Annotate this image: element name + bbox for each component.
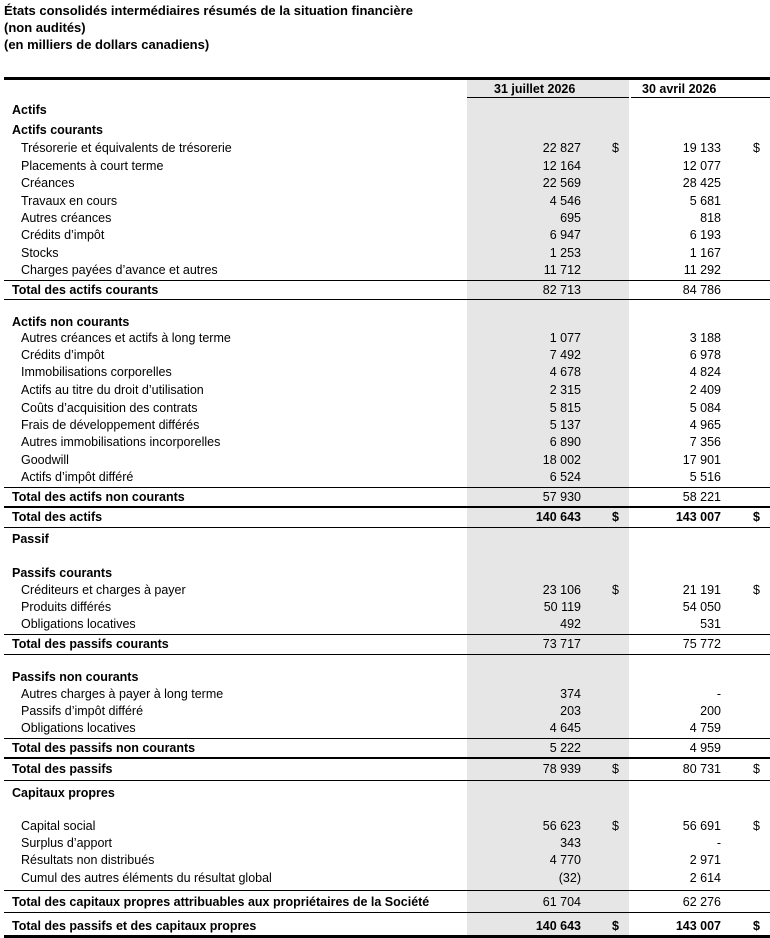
table-rule — [4, 506, 770, 508]
value-prior: 4 824 — [689, 365, 721, 379]
value-current: 4 678 — [549, 365, 581, 379]
total-row — [4, 636, 770, 653]
table-rule — [4, 280, 770, 281]
column-header-current: 31 juillet 2026 — [494, 82, 576, 96]
row-label: Passifs courants — [12, 566, 113, 580]
statement-title: États consolidés intermédiaires résumés de la situation financière — [4, 3, 413, 18]
value-current: 6 890 — [549, 435, 581, 449]
row-label: Goodwill — [21, 453, 69, 467]
value-prior: 143 007 — [675, 510, 721, 524]
value-current: 140 643 — [535, 510, 581, 524]
table-rule — [4, 654, 770, 655]
value-current: 11 712 — [543, 263, 581, 277]
value-current: 374 — [560, 687, 581, 701]
row-label: Autres immobilisations incorporelles — [21, 435, 221, 449]
row-label: Placements à court terme — [21, 159, 164, 173]
value-prior: - — [716, 687, 721, 701]
value-prior: 12 077 — [682, 159, 721, 173]
line-item-row — [4, 870, 770, 887]
total-row — [4, 509, 770, 526]
currency-prior: $ — [753, 762, 760, 776]
value-prior: 5 681 — [689, 194, 721, 208]
currency-current: $ — [612, 919, 619, 933]
line-item-row — [4, 582, 770, 599]
value-current: 61 704 — [542, 895, 581, 909]
table-rule — [4, 757, 770, 759]
row-label: Résultats non distribués — [21, 853, 155, 867]
value-prior: 1 167 — [689, 246, 721, 260]
value-prior: 80 731 — [682, 762, 721, 776]
column-header-rule-prior — [631, 97, 770, 98]
value-prior: 58 221 — [682, 490, 721, 504]
value-prior: 2 614 — [689, 871, 721, 885]
value-current: 5 137 — [549, 418, 581, 432]
value-prior: 6 978 — [689, 348, 721, 362]
value-current: 1 077 — [549, 331, 581, 345]
row-label: Frais de développement différés — [21, 418, 200, 432]
value-prior: 5 084 — [689, 401, 721, 415]
value-current: 343 — [560, 836, 581, 850]
value-current: 57 930 — [542, 490, 581, 504]
value-current: 492 — [560, 617, 581, 631]
row-label: Passifs d’impôt différé — [21, 704, 144, 718]
statement-header — [4, 2, 413, 53]
section-heading-row — [4, 531, 770, 548]
row-label: Crédits d’impôt — [21, 348, 105, 362]
statement-subtitle-units: (en milliers de dollars canadiens) — [4, 37, 210, 52]
value-prior: 17 901 — [682, 453, 721, 467]
value-prior: 21 191 — [682, 583, 721, 597]
section-heading-row — [4, 669, 770, 686]
table-rule — [4, 738, 770, 739]
line-item-row — [4, 210, 770, 227]
row-label: Total des passifs courants — [12, 637, 169, 651]
line-item-row — [4, 469, 770, 486]
statement-subtitle-audit: (non audités) — [4, 20, 86, 35]
row-label: Cumul des autres éléments du résultat global — [21, 871, 272, 885]
currency-prior: $ — [753, 141, 760, 155]
value-prior: 2 409 — [689, 383, 721, 397]
row-label: Obligations locatives — [21, 721, 136, 735]
currency-prior: $ — [753, 510, 760, 524]
row-label: Actifs d’impôt différé — [21, 470, 134, 484]
section-heading-row — [4, 102, 770, 119]
line-item-row — [4, 400, 770, 417]
total-row — [4, 918, 770, 935]
row-label: Total des actifs courants — [12, 283, 159, 297]
column-header-prior: 30 avril 2026 — [642, 82, 717, 96]
currency-current: $ — [612, 141, 619, 155]
currency-prior: $ — [753, 819, 760, 833]
value-current: 4 645 — [549, 721, 581, 735]
row-label: Total des passifs — [12, 762, 113, 776]
table-rule — [4, 634, 770, 635]
value-current: 4 546 — [549, 194, 581, 208]
row-label: Autres charges à payer à long terme — [21, 687, 224, 701]
row-label: Créditeurs et charges à payer — [21, 583, 186, 597]
table-rule — [4, 299, 770, 300]
row-label: Stocks — [21, 246, 59, 260]
line-item-row — [4, 364, 770, 381]
value-prior: 2 971 — [689, 853, 721, 867]
line-item-row — [4, 452, 770, 469]
total-row — [4, 489, 770, 506]
row-label: Autres créances et actifs à long terme — [21, 331, 231, 345]
row-label: Capitaux propres — [12, 786, 115, 800]
value-prior: 143 007 — [675, 919, 721, 933]
line-item-row — [4, 852, 770, 869]
currency-current: $ — [612, 583, 619, 597]
value-prior: 7 356 — [689, 435, 721, 449]
value-prior: 3 188 — [689, 331, 721, 345]
value-prior: 11 292 — [683, 263, 721, 277]
value-current: 7 492 — [549, 348, 581, 362]
line-item-row — [4, 140, 770, 157]
line-item-row — [4, 720, 770, 737]
value-current: 140 643 — [535, 919, 581, 933]
value-current: 82 713 — [542, 283, 581, 297]
row-label: Total des actifs non courants — [12, 490, 185, 504]
value-prior: 818 — [700, 211, 721, 225]
value-prior: - — [716, 836, 721, 850]
value-prior: 28 425 — [682, 176, 721, 190]
line-item-row — [4, 616, 770, 633]
value-current: 18 002 — [542, 453, 581, 467]
row-label: Crédits d’impôt — [21, 228, 105, 242]
row-label: Autres créances — [21, 211, 112, 225]
value-prior: 54 050 — [682, 600, 721, 614]
section-heading-row — [4, 785, 770, 802]
table-rule — [4, 890, 770, 891]
row-label: Obligations locatives — [21, 617, 136, 631]
value-current: 1 253 — [549, 246, 581, 260]
row-label: Produits différés — [21, 600, 112, 614]
value-current: 73 717 — [542, 637, 581, 651]
value-current: 4 770 — [549, 853, 581, 867]
value-current: 2 315 — [549, 383, 581, 397]
line-item-row — [4, 158, 770, 175]
row-label: Total des capitaux propres attribuables aux propriétaires de la Société — [12, 895, 430, 909]
row-label: Actifs courants — [12, 123, 103, 137]
row-label: Actifs au titre du droit d’utilisation — [21, 383, 204, 397]
row-label: Capital social — [21, 819, 96, 833]
table-rule — [4, 487, 770, 488]
value-current: 56 623 — [542, 819, 581, 833]
line-item-row — [4, 262, 770, 279]
total-row — [4, 894, 770, 911]
row-label: Total des passifs et des capitaux propres — [12, 919, 257, 933]
column-header-rule-current — [467, 97, 629, 98]
currency-prior: $ — [753, 919, 760, 933]
value-prior: 5 516 — [689, 470, 721, 484]
line-item-row — [4, 686, 770, 703]
value-prior: 200 — [700, 704, 721, 718]
row-label: Trésorerie et équivalents de trésorerie — [21, 141, 232, 155]
value-current: 5 815 — [549, 401, 581, 415]
currency-prior: $ — [753, 583, 760, 597]
section-heading-row — [4, 122, 770, 139]
row-label: Immobilisations corporelles — [21, 365, 172, 379]
value-prior: 4 759 — [689, 721, 721, 735]
line-item-row — [4, 330, 770, 347]
value-prior: 84 786 — [682, 283, 721, 297]
row-label: Charges payées d’avance et autres — [21, 263, 218, 277]
value-current: (32) — [558, 871, 581, 885]
line-item-row — [4, 175, 770, 192]
row-label: Créances — [21, 176, 75, 190]
value-current: 23 106 — [542, 583, 581, 597]
value-prior: 6 193 — [689, 228, 721, 242]
row-label: Passifs non courants — [12, 670, 139, 684]
total-row — [4, 761, 770, 778]
value-prior: 62 276 — [682, 895, 721, 909]
value-prior: 19 133 — [682, 141, 721, 155]
table-rule — [4, 527, 770, 528]
row-label: Actifs non courants — [12, 315, 130, 329]
table-rule — [4, 912, 770, 913]
line-item-row — [4, 703, 770, 720]
row-label: Surplus d’apport — [21, 836, 113, 850]
line-item-row — [4, 417, 770, 434]
value-current: 50 119 — [543, 600, 581, 614]
value-prior: 56 691 — [682, 819, 721, 833]
value-current: 695 — [560, 211, 581, 225]
row-label: Passif — [12, 532, 49, 546]
line-item-row — [4, 193, 770, 210]
value-prior: 75 772 — [682, 637, 721, 651]
currency-current: $ — [612, 819, 619, 833]
section-heading-row — [4, 565, 770, 582]
total-row — [4, 282, 770, 299]
line-item-row — [4, 818, 770, 835]
section-heading-row — [4, 314, 770, 331]
total-row — [4, 740, 770, 757]
line-item-row — [4, 245, 770, 262]
value-current: 22 827 — [542, 141, 581, 155]
row-label: Coûts d’acquisition des contrats — [21, 401, 198, 415]
value-current: 203 — [560, 704, 581, 718]
line-item-row — [4, 835, 770, 852]
value-prior: 531 — [700, 617, 721, 631]
value-current: 6 524 — [549, 470, 581, 484]
row-label: Total des passifs non courants — [12, 741, 196, 755]
currency-current: $ — [612, 762, 619, 776]
line-item-row — [4, 599, 770, 616]
line-item-row — [4, 382, 770, 399]
table-rule — [4, 780, 770, 781]
row-label: Total des actifs — [12, 510, 103, 524]
value-current: 78 939 — [542, 762, 581, 776]
line-item-row — [4, 434, 770, 451]
value-prior: 4 959 — [689, 741, 721, 755]
row-label: Travaux en cours — [21, 194, 118, 208]
currency-current: $ — [612, 510, 619, 524]
value-current: 5 222 — [549, 741, 581, 755]
value-current: 12 164 — [542, 159, 581, 173]
value-current: 22 569 — [542, 176, 581, 190]
row-label: Actifs — [12, 103, 47, 117]
value-current: 6 947 — [549, 228, 581, 242]
line-item-row — [4, 227, 770, 244]
value-prior: 4 965 — [689, 418, 721, 432]
line-item-row — [4, 347, 770, 364]
